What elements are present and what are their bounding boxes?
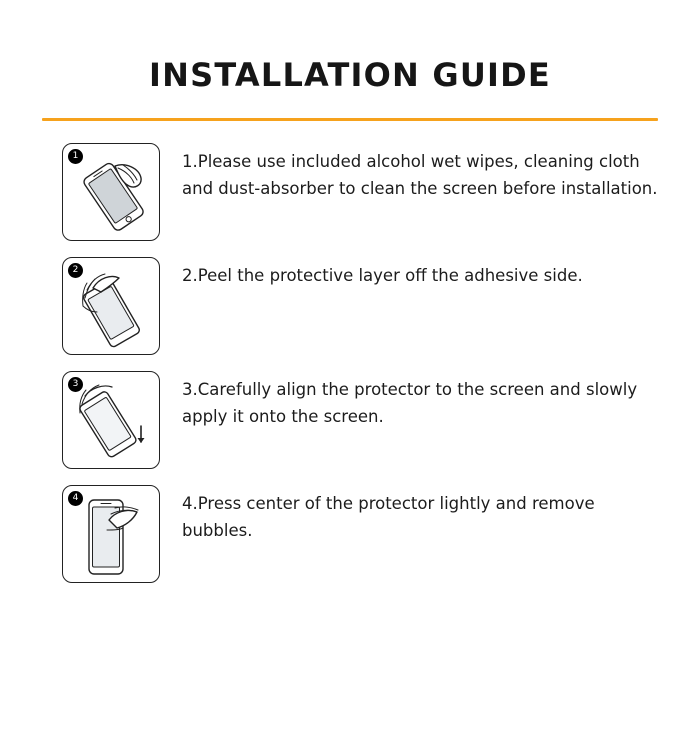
steps-list: [0, 143, 700, 583]
step-body: Carefully align the protector to the screen and slowly apply it onto the screen.: [182, 380, 638, 426]
step-illustration-3: [62, 371, 160, 469]
step-number: 3.: [182, 380, 198, 399]
step-number: 4.: [182, 494, 198, 513]
step-illustration-4: [62, 485, 160, 583]
step-text-4: [160, 485, 660, 544]
title-divider: [42, 118, 658, 121]
step-body: Please use included alcohol wet wipes, cleaning cloth and dust-absorber to clean the screen before installation.: [182, 152, 658, 198]
step-body: Peel the protective layer off the adhesive side.: [197, 266, 583, 285]
step-badge: 3: [68, 377, 83, 392]
step-illustration-2: [62, 257, 160, 355]
step-body: Press center of the protector lightly and remove bubbles.: [182, 494, 595, 540]
step-text-1: [160, 143, 660, 202]
step-badge: 1: [68, 149, 83, 164]
page-title: INSTALLATION GUIDE: [149, 56, 551, 94]
list-item: [0, 371, 700, 469]
list-item: [0, 143, 700, 241]
step-text-3: [160, 371, 660, 430]
step-number: 1.: [182, 152, 198, 171]
step-illustration-1: [62, 143, 160, 241]
list-item: [0, 485, 700, 583]
step-badge: 4: [68, 491, 83, 506]
list-item: [0, 257, 700, 355]
step-text-2: [160, 257, 660, 290]
step-badge: 2: [68, 263, 83, 278]
installation-guide-page: [0, 56, 700, 756]
step-number: 2.: [182, 266, 198, 285]
